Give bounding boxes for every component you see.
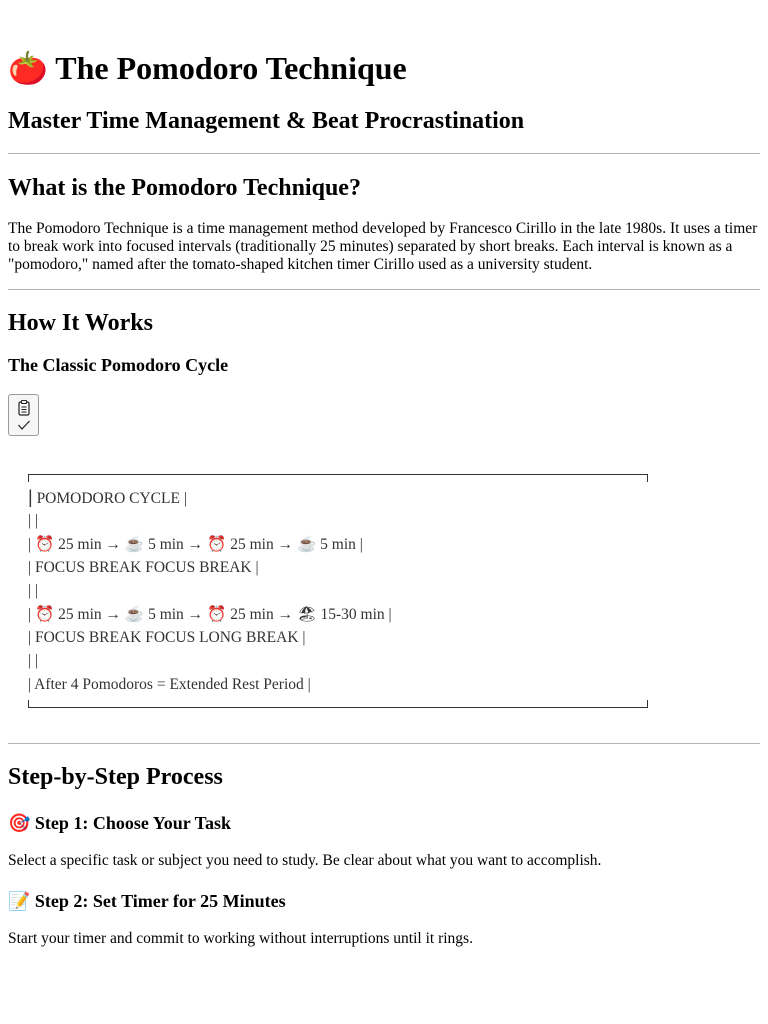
cycle-frame-bottom <box>28 700 648 708</box>
cycle-line: | | <box>28 652 39 669</box>
step-title: Step 2: Set Timer for 25 Minutes <box>34 891 286 911</box>
memo-icon: 📝 <box>8 891 31 912</box>
cycle-line: | ⏰ 25 min → ☕ 5 min → ⏰ 25 min → 🏖 15-30 min | <box>28 606 392 623</box>
page-title <box>8 48 407 88</box>
section-body-what-is: The Pomodoro Technique is a time management method developed by Francesco Cirillo in the late 1980s. It uses a timer to break work into focused intervals (traditionally 25 minutes) separated by short breaks. Each interval is known as a "pomodoro," named after the tomato-shaped kitchen timer Cirillo used as a university student. <box>8 220 758 273</box>
cycle-line: | POMODORO CYCLE | <box>28 487 187 507</box>
step-heading <box>8 889 286 914</box>
divider <box>8 289 760 290</box>
section-heading-how-it-works: How It Works <box>8 310 153 336</box>
subheading-classic-cycle: The Classic Pomodoro Cycle <box>8 355 229 375</box>
copy-button[interactable] <box>8 394 39 436</box>
step-title: Step 1: Choose Your Task <box>34 813 231 833</box>
target-icon: 🎯 <box>8 813 31 834</box>
cycle-frame-top <box>28 474 648 482</box>
step-body: Start your timer and commit to working without interruptions until it rings. <box>8 930 473 947</box>
cycle-line: | | <box>28 512 39 529</box>
cycle-line: | FOCUS BREAK FOCUS BREAK | <box>28 559 259 576</box>
clipboard-check-icon <box>16 399 32 433</box>
section-heading-steps: Step-by-Step Process <box>8 764 223 790</box>
tomato-icon: 🍅 <box>8 49 48 87</box>
section-heading-what-is: What is the Pomodoro Technique? <box>8 175 361 201</box>
divider <box>8 743 760 744</box>
cycle-line: | | <box>28 582 39 599</box>
divider <box>8 153 760 154</box>
page-title-text: The Pomodoro Technique <box>55 50 407 86</box>
step-heading <box>8 811 231 836</box>
cycle-line: | ⏰ 25 min → ☕ 5 min → ⏰ 25 min → ☕ 5 min | <box>28 536 363 553</box>
pomodoro-cycle-diagram <box>28 474 648 708</box>
cycle-line: | FOCUS BREAK FOCUS LONG BREAK | <box>28 629 306 646</box>
step-body: Select a specific task or subject you need to study. Be clear about what you want to accomplish. <box>8 852 602 869</box>
cycle-line: | After 4 Pomodoros = Extended Rest Period | <box>28 676 311 693</box>
page-subtitle: Master Time Management & Beat Procrastination <box>8 108 525 134</box>
